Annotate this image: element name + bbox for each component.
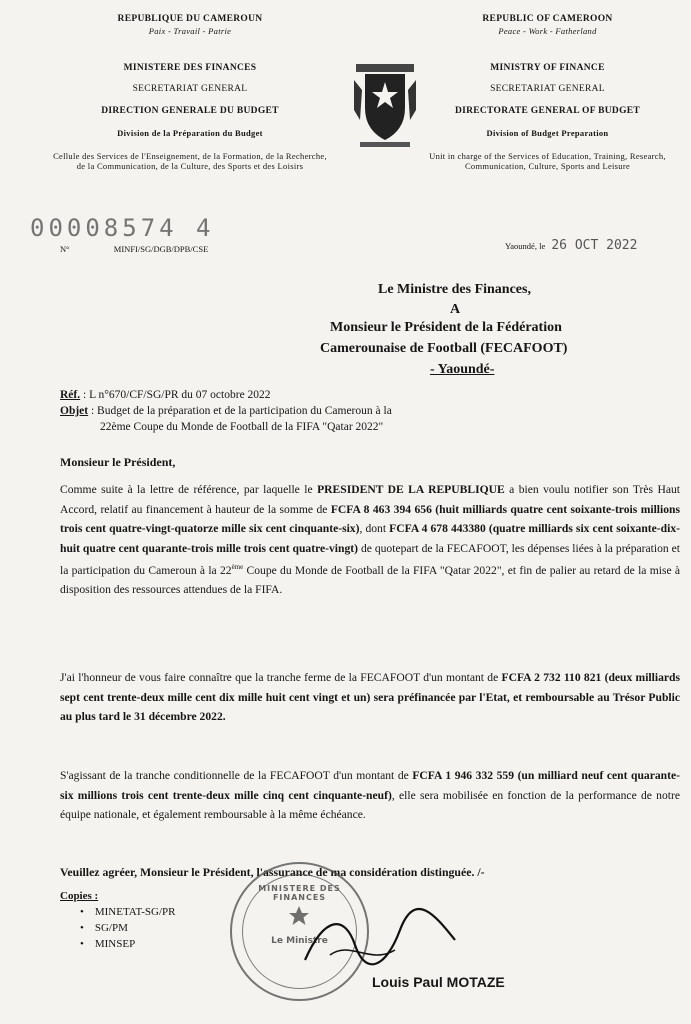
stamp-title: Le Ministre bbox=[271, 936, 328, 946]
p1-f: FCFA 4 678 443380 (quatre milliards six cent soixante-dix-huit quatre cent quarante-trois mille trois cent quatre-vingt) bbox=[60, 522, 680, 555]
obj-text1: : Budget de la préparation et de la participation du Cameroun à la bbox=[90, 405, 392, 417]
secretariat-en: SECRETARIAT GENERAL bbox=[490, 84, 605, 95]
signature-scribble bbox=[300, 905, 460, 975]
ref-text: : L n°670/CF/SG/PR du 07 octobre 2022 bbox=[83, 389, 271, 401]
p1-c: a bien voulu notifier son Très Haut Accord, relatif au financement à hauteur de la somme de bbox=[60, 483, 681, 516]
ministry-fr: MINISTERE DES FINANCES bbox=[123, 62, 257, 73]
p2-a: J'ai l'honneur de vous faire connaître que la tranche ferme de la FECAFOOT d'un montant de bbox=[60, 671, 499, 684]
unit-fr: Cellule des Services de l'Enseignement, de la Formation, de la Recherche, de la Communication, de la Culture, des Sports et des Loisirs bbox=[53, 150, 327, 172]
registration-number: 00008574 4 bbox=[30, 214, 215, 242]
closing-line: Veuillez agréer, Monsieur le Président, l'assurance de ma considération distinguée. /- bbox=[60, 865, 485, 879]
copies-label: Copies : bbox=[60, 890, 99, 902]
copy-item: • MINETAT-SG/PR bbox=[80, 906, 176, 918]
header-left bbox=[40, 14, 340, 172]
date-stamp: 26 OCT 2022 bbox=[551, 238, 638, 253]
addressee-line1: Monsieur le Président de la Fédération bbox=[330, 320, 562, 335]
directorate-en: DIRECTORATE GENERAL OF BUDGET bbox=[454, 106, 641, 117]
ref-code: MINFI/SG/DGB/DPB/CSE bbox=[113, 244, 209, 254]
ref-label-body: Réf. bbox=[60, 389, 81, 401]
country-en: REPUBLIC OF CAMEROON bbox=[482, 14, 613, 24]
p1-b: PRESIDENT DE LA REPUBLIQUE bbox=[317, 483, 505, 496]
directorate-fr: DIRECTION GENERALE DU BUDGET bbox=[101, 106, 279, 117]
obj-text2: 22ème Coupe du Monde de Football de la FIFA "Qatar 2022" bbox=[100, 421, 384, 433]
p1-g: de quotepart de la FECAFOOT, les dépenses liées à la préparation et la participation du Cameroun à la 22 bbox=[60, 541, 680, 577]
p1-d: FCFA 8 463 394 656 (huit milliards quatre cent soixante-trois millions trois cent quatre-vingt-quatorze mille six cent cinquante-six) bbox=[60, 502, 680, 535]
paragraph-3 bbox=[60, 766, 680, 825]
paragraph-2 bbox=[60, 668, 680, 727]
header-right bbox=[420, 14, 675, 172]
p3-b: FCFA 1 946 332 559 (un milliard neuf cent quarante-six millions trois cent trente-deux mille cinq cent cinquante-neuf) bbox=[60, 769, 680, 802]
stamp-text: MINISTERE DES FINANCES bbox=[258, 884, 341, 902]
to-word: A bbox=[450, 302, 461, 317]
paragraph-1 bbox=[60, 480, 680, 600]
copies-block bbox=[60, 888, 175, 952]
addressee-line2: Camerounaise de Football (FECAFOOT) bbox=[320, 341, 568, 356]
reference-block bbox=[60, 387, 392, 435]
addressee-city: - Yaoundé- bbox=[430, 362, 495, 377]
country-fr: REPUBLIQUE DU CAMEROUN bbox=[117, 14, 263, 24]
copy-item: • SG/PM bbox=[80, 922, 128, 934]
p1-a: Comme suite à la lettre de référence, par laquelle le bbox=[60, 483, 313, 496]
date-label: Yaoundé, le bbox=[505, 241, 546, 251]
motto-en: Peace - Work - Fatherland bbox=[498, 25, 597, 36]
motto-fr: Paix - Travail - Patrie bbox=[148, 25, 232, 36]
secretariat-fr: SECRETARIAT GENERAL bbox=[132, 84, 248, 95]
sender: Le Ministre des Finances, bbox=[378, 282, 531, 297]
division-en: Division of Budget Preparation bbox=[486, 128, 609, 139]
ref-label: N° bbox=[60, 244, 70, 254]
p1-e: , dont bbox=[359, 522, 387, 535]
signatory-name: Louis Paul MOTAZE bbox=[372, 974, 505, 990]
p1-h: Coupe du Monde de Football de la FIFA "Qatar 2022", et fin de palier au retard de la mise à disposition des ressources attendues de la FIFA. bbox=[60, 563, 681, 597]
coat-of-arms-emblem bbox=[350, 60, 420, 150]
p1-sup: ème bbox=[231, 563, 244, 571]
date-line bbox=[505, 238, 637, 254]
ministry-en: MINISTRY OF FINANCE bbox=[490, 62, 605, 73]
p3-a: S'agissant de la tranche conditionnelle de la FECAFOOT d'un montant de bbox=[60, 769, 409, 782]
unit-en: Unit in charge of the Services of Education, Training, Research, Communication, Culture, Sports and Leisure bbox=[429, 150, 666, 172]
copy-item: • MINSEP bbox=[80, 938, 136, 950]
p3-c: , elle sera mobilisée en fonction de la performance de notre équipe nationale, et également remboursable à la même échéance. bbox=[60, 788, 680, 821]
ref-line-fr bbox=[60, 244, 208, 255]
obj-label: Objet bbox=[60, 405, 89, 417]
salutation: Monsieur le Président, bbox=[60, 455, 176, 469]
p2-b: FCFA 2 732 110 821 (deux milliards sept cent trente-deux mille cent dix mille huit cent vingt et un) sera préfinancée par l'Etat, et remboursable au Trésor Public au plus tard le 31 décembre 2022. bbox=[60, 671, 681, 723]
division-fr: Division de la Préparation du Budget bbox=[117, 128, 263, 139]
